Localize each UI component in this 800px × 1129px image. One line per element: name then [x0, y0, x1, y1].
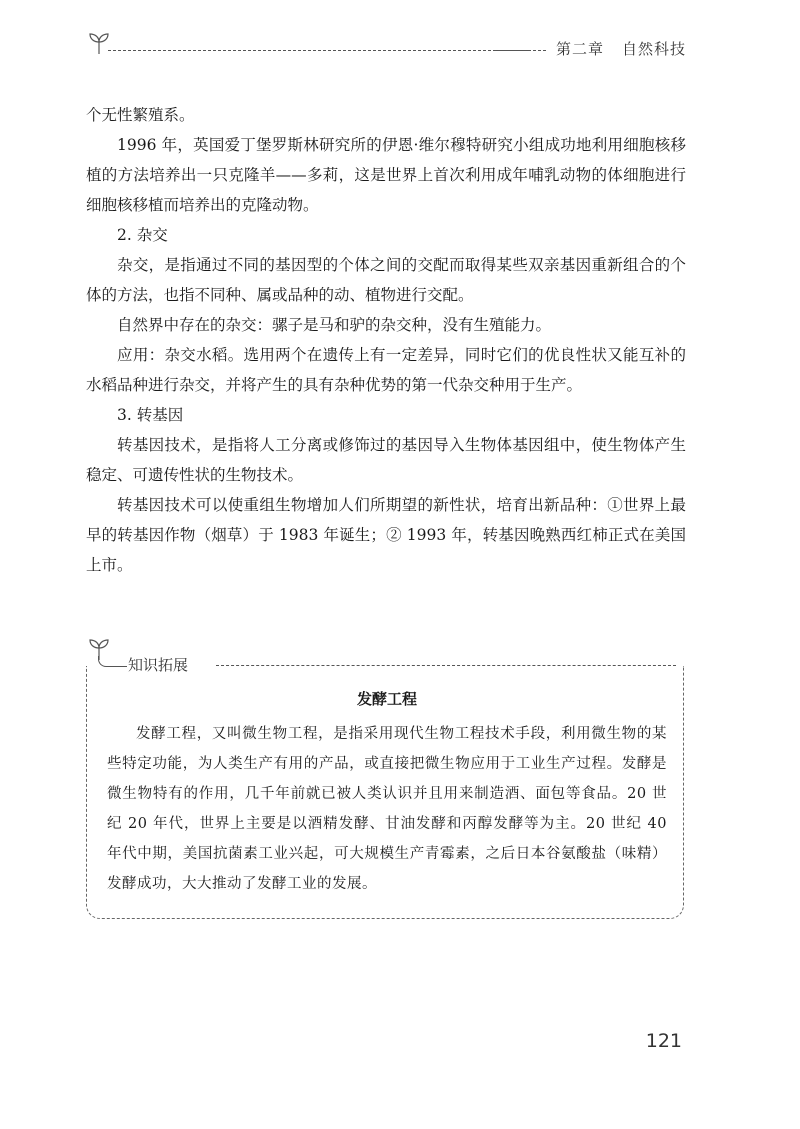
main-content: [86, 100, 686, 580]
page-header: [86, 30, 686, 60]
paragraph: 杂交，是指通过不同的基因型的个体之间的交配而取得某些双亲基因重新组合的个体的方法，也指不同种、属或品种的动、植物进行交配。: [86, 256, 686, 304]
knowledge-box-content: [107, 688, 667, 899]
header-rule-accent: [496, 50, 528, 51]
header-title: [556, 38, 686, 59]
paragraph: 自然界中存在的杂交：骡子是马和驴的杂交种，没有生殖能力。: [117, 316, 552, 334]
paragraph: 应用：杂交水稻。选用两个在遗传上有一定差异，同时它们的优良性状又能互补的水稻品种进行杂交，并将产生的具有杂种优势的第一代杂交种用于生产。: [86, 346, 686, 394]
section-label: 自然科技: [621, 40, 686, 58]
knowledge-box-title: 发酵工程: [356, 690, 417, 708]
paragraph: 转基因技术可以使重组生物增加人们所期望的新性状，培育出新品种：①世界上最早的转基因作物（烟草）于 1983 年诞生；② 1993 年，转基因晚熟西红柿正式在美国上市。: [86, 496, 686, 574]
paragraph: 转基因技术，是指将人工分离或修饰过的基因导入生物体基因组中，使生物体产生稳定、可遗传性状的生物技术。: [86, 436, 686, 484]
sprout-icon: [86, 30, 112, 56]
chapter-label: 第二章: [555, 40, 604, 58]
header-rule: [108, 50, 546, 51]
knowledge-box-label: 知识拓展: [128, 654, 194, 675]
section-heading: 2. 杂交: [117, 226, 168, 244]
knowledge-box-body: 发酵工程，又叫微生物工程，是指采用现代生物工程技术手段，利用微生物的某些特定功能，为人类生产有用的产品，或直接把微生物应用于工业生产过程。发酵是微生物特有的作用，几千年前就已被人类认识并且用来制造酒、面包等食品。20 世纪 20 年代，世界上主要是以酒精发酵、甘油发酵和丙醇发酵等为主。20 世纪 40 年代中期，美国抗菌素工业兴起，可大规模生产青霉素，之后日本谷氨酸盐（味精）发酵成功，大大推动了发酵工业的发展。: [107, 726, 667, 892]
knowledge-box: [86, 666, 684, 919]
section-heading: 3. 转基因: [117, 406, 184, 424]
paragraph: 1996 年，英国爱丁堡罗斯林研究所的伊恩·维尔穆特研究小组成功地利用细胞核移植的方法培养出一只克隆羊——多莉，这是世界上首次利用成年哺乳动物的体细胞进行细胞核移植而培养出的克隆动物。: [86, 136, 686, 214]
page-number: 121: [645, 1030, 682, 1052]
paragraph: 个无性繁殖系。: [86, 106, 195, 124]
